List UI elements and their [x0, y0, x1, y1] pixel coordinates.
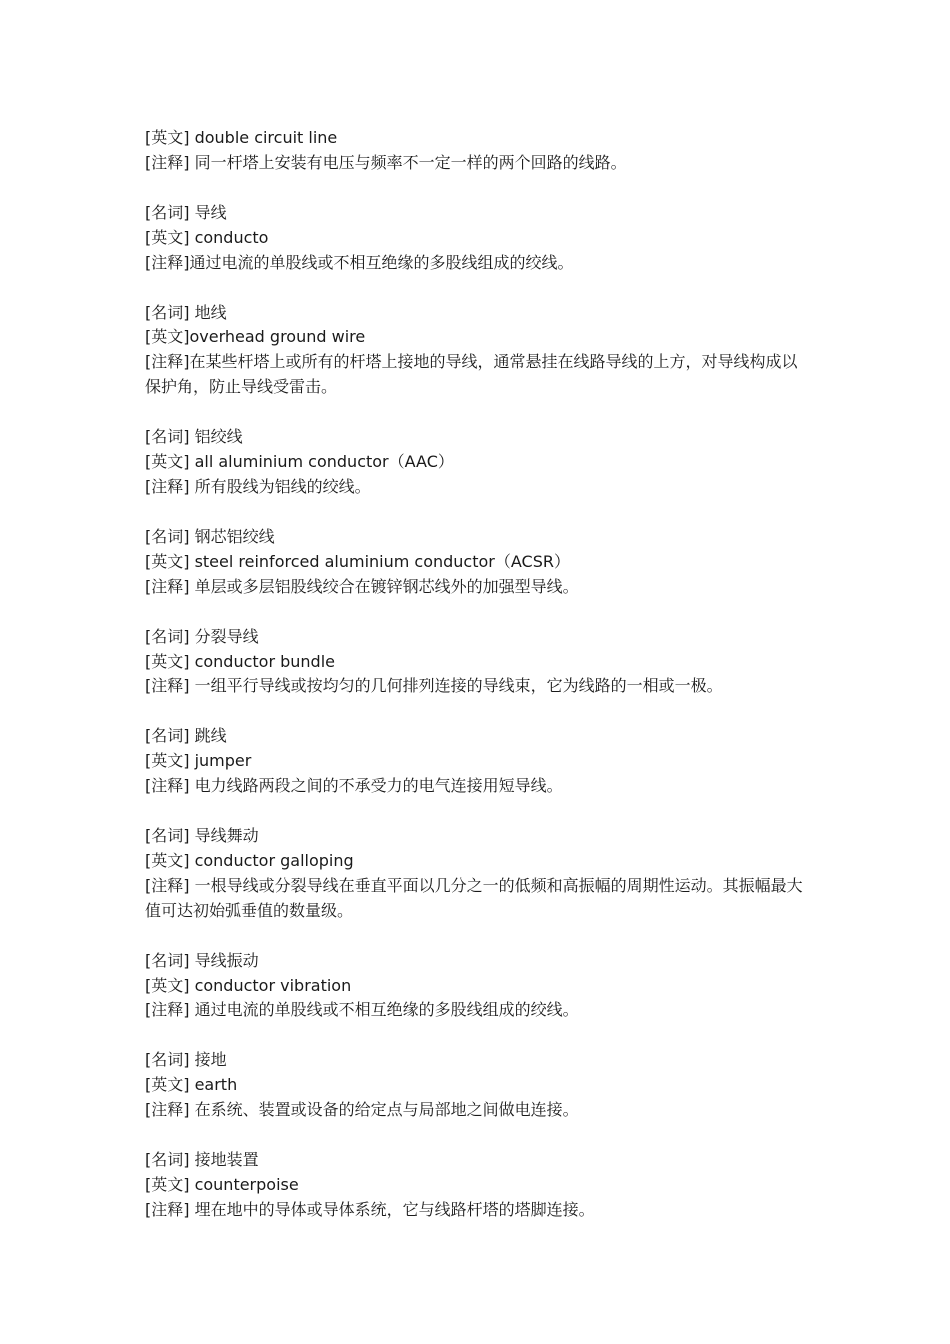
entry-note: [注释] 单层或多层铝股线绞合在镀锌钢芯线外的加强型导线。: [145, 576, 579, 596]
entry-note: [注释]在某些杆塔上或所有的杆塔上接地的导线，通常悬挂在线路导线的上方，对导线构成以保护角，防止导线受雷击。: [145, 352, 798, 397]
entry-note: [注释] 所有股线为铝线的绞线。: [145, 476, 371, 496]
entry-note: [注释] 埋在地中的导体或导体系统，它与线路杆塔的塔脚连接。: [145, 1199, 595, 1219]
entry-english: [英文] conducto: [145, 227, 269, 247]
glossary-entry-double-circuit-line: [145, 126, 810, 176]
glossary-entry-jumper: [145, 724, 810, 799]
entry-note: [注释] 一根导线或分裂导线在垂直平面以几分之一的低频和高振幅的周期性运动。其振幅最大值可达初始弧垂值的数量级。: [145, 875, 803, 920]
entry-english: [英文] all aluminium conductor（AAC）: [145, 452, 454, 472]
entry-term: [名词] 导线: [145, 202, 227, 222]
entry-term: [名词] 地线: [145, 302, 227, 322]
entry-note: [注释] 同一杆塔上安装有电压与频率不一定一样的两个回路的线路。: [145, 152, 627, 172]
entry-english: [英文] jumper: [145, 751, 252, 771]
entry-note: [注释]通过电流的单股线或不相互绝缘的多股线组成的绞线。: [145, 252, 574, 272]
entry-note: [注释] 电力线路两段之间的不承受力的电气连接用短导线。: [145, 776, 563, 796]
glossary-entry-conductor-bundle: [145, 625, 810, 700]
glossary-entry-ground-wire: [145, 301, 810, 401]
glossary-entry-conductor-galloping: [145, 824, 810, 924]
entry-english: [英文] conductor vibration: [145, 975, 352, 995]
glossary-entry-counterpoise: [145, 1148, 810, 1223]
entry-note: [注释] 通过电流的单股线或不相互绝缘的多股线组成的绞线。: [145, 1000, 579, 1020]
glossary-entry-conductor-vibration: [145, 949, 810, 1024]
entry-term: [名词] 接地装置: [145, 1150, 259, 1170]
entry-english: [英文] double circuit line: [145, 128, 338, 147]
entry-english: [英文] steel reinforced aluminium conductor（ACSR）: [145, 551, 570, 571]
glossary-entry-acsr: [145, 525, 810, 600]
entry-term: [名词] 铝绞线: [145, 427, 243, 447]
entry-term: [名词] 导线舞动: [145, 826, 259, 846]
entry-term: [名词] 接地: [145, 1050, 227, 1070]
entry-term: [名词] 导线振动: [145, 950, 259, 970]
entry-english: [英文] counterpoise: [145, 1175, 299, 1194]
entry-english: [英文] earth: [145, 1075, 238, 1095]
glossary-entry-aac: [145, 425, 810, 500]
document-page: [145, 126, 810, 1248]
entry-note: [注释] 在系统、装置或设备的给定点与局部地之间做电连接。: [145, 1100, 579, 1120]
entry-english: [英文] conductor bundle: [145, 651, 336, 671]
entry-english: [英文]overhead ground wire: [145, 327, 366, 347]
entry-note: [注释] 一组平行导线或按均匀的几何排列连接的导线束，它为线路的一相或一极。: [145, 676, 723, 696]
entry-english: [英文] conductor galloping: [145, 850, 354, 870]
glossary-entry-conductor: [145, 201, 810, 276]
entry-term: [名词] 分裂导线: [145, 626, 259, 646]
glossary-entry-earth: [145, 1048, 810, 1123]
entry-term: [名词] 钢芯铝绞线: [145, 526, 275, 546]
entry-term: [名词] 跳线: [145, 726, 227, 746]
